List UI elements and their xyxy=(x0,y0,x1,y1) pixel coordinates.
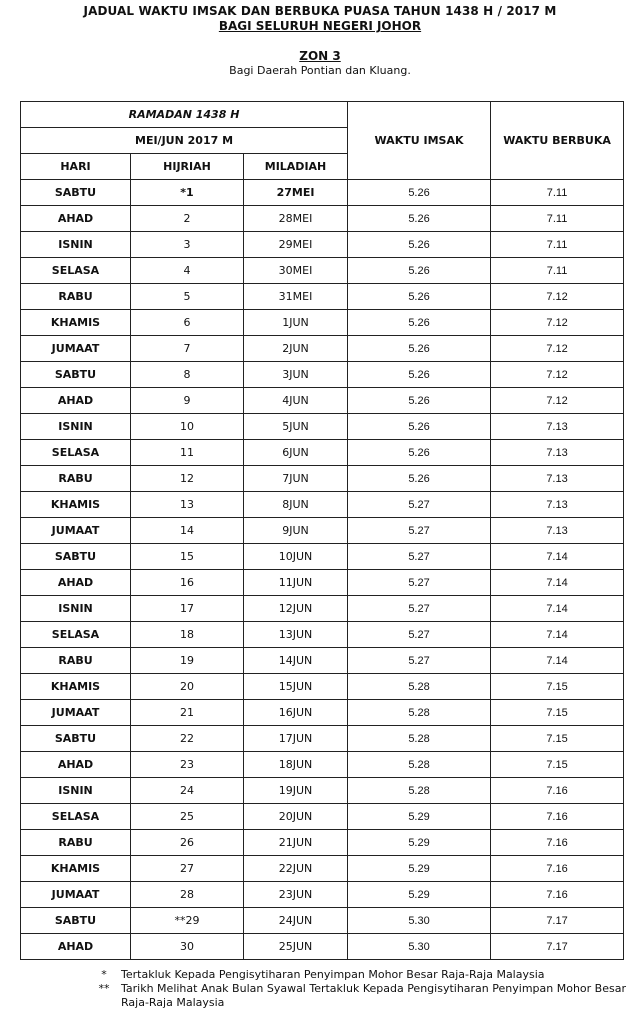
miladiah-cell: 1JUN xyxy=(244,310,348,336)
imsak-cell: 5.26 xyxy=(348,232,491,258)
day-cell: JUMAAT xyxy=(21,700,131,726)
table-row xyxy=(21,726,624,752)
hijriah-cell: 27 xyxy=(131,856,244,882)
hijriah-cell: 19 xyxy=(131,648,244,674)
berbuka-cell: 7.12 xyxy=(491,388,624,414)
table-row xyxy=(21,388,624,414)
table-row xyxy=(21,752,624,778)
miladiah-cell: 21JUN xyxy=(244,830,348,856)
berbuka-cell: 7.13 xyxy=(491,440,624,466)
berbuka-cell: 7.14 xyxy=(491,596,624,622)
table-row xyxy=(21,778,624,804)
hijriah-cell: 24 xyxy=(131,778,244,804)
day-cell: AHAD xyxy=(21,934,131,960)
table-row xyxy=(21,414,624,440)
imsak-cell: 5.26 xyxy=(348,336,491,362)
document-subtitle: BAGI SELURUH NEGERI JOHOR xyxy=(218,19,422,33)
miladiah-cell: 29MEI xyxy=(244,232,348,258)
footnotes xyxy=(0,968,640,1010)
imsak-cell: 5.26 xyxy=(348,414,491,440)
hijriah-cell: 22 xyxy=(131,726,244,752)
imsak-cell: 5.30 xyxy=(348,908,491,934)
table-row xyxy=(21,856,624,882)
table-row xyxy=(21,830,624,856)
footnote-1-text: Tertakluk Kepada Pengisytiharan Penyimpan Mohor Besar Raja-Raja Malaysia xyxy=(121,968,545,981)
ramadan-header: RAMADAN 1438 H xyxy=(21,102,348,128)
table-row xyxy=(21,466,624,492)
miladiah-cell: 18JUN xyxy=(244,752,348,778)
hijriah-cell: 8 xyxy=(131,362,244,388)
imsak-cell: 5.26 xyxy=(348,388,491,414)
hijriah-cell: *1 xyxy=(131,180,244,206)
table-row xyxy=(21,934,624,960)
berbuka-cell: 7.14 xyxy=(491,570,624,596)
hijriah-cell: 7 xyxy=(131,336,244,362)
miladiah-cell: 6JUN xyxy=(244,440,348,466)
month-header: MEI/JUN 2017 M xyxy=(21,128,348,154)
miladiah-cell: 8JUN xyxy=(244,492,348,518)
imsak-cell: 5.26 xyxy=(348,362,491,388)
imsak-cell: 5.28 xyxy=(348,674,491,700)
hijriah-cell: 5 xyxy=(131,284,244,310)
berbuka-cell: 7.11 xyxy=(491,180,624,206)
day-cell: KHAMIS xyxy=(21,492,131,518)
berbuka-cell: 7.15 xyxy=(491,752,624,778)
berbuka-cell: 7.14 xyxy=(491,622,624,648)
table-row xyxy=(21,648,624,674)
hijriah-cell: 9 xyxy=(131,388,244,414)
imsak-cell: 5.26 xyxy=(348,466,491,492)
table-row xyxy=(21,518,624,544)
hijriah-cell: 30 xyxy=(131,934,244,960)
day-cell: ISNIN xyxy=(21,232,131,258)
day-cell: KHAMIS xyxy=(21,310,131,336)
day-cell: AHAD xyxy=(21,752,131,778)
table-row xyxy=(21,674,624,700)
imsak-cell: 5.28 xyxy=(348,726,491,752)
miladiah-cell: 12JUN xyxy=(244,596,348,622)
miladiah-cell: 27MEI xyxy=(244,180,348,206)
berbuka-cell: 7.16 xyxy=(491,830,624,856)
day-cell: KHAMIS xyxy=(21,856,131,882)
imsak-cell: 5.27 xyxy=(348,570,491,596)
berbuka-cell: 7.12 xyxy=(491,284,624,310)
berbuka-cell: 7.13 xyxy=(491,466,624,492)
miladiah-cell: 7JUN xyxy=(244,466,348,492)
day-cell: RABU xyxy=(21,648,131,674)
day-cell: SABTU xyxy=(21,544,131,570)
day-cell: SABTU xyxy=(21,180,131,206)
miladiah-cell: 5JUN xyxy=(244,414,348,440)
table-row xyxy=(21,362,624,388)
imsak-cell: 5.27 xyxy=(348,492,491,518)
day-cell: RABU xyxy=(21,830,131,856)
hijriah-cell: 26 xyxy=(131,830,244,856)
day-cell: RABU xyxy=(21,466,131,492)
table-row xyxy=(21,596,624,622)
miladiah-cell: 10JUN xyxy=(244,544,348,570)
day-cell: SELASA xyxy=(21,258,131,284)
day-cell: KHAMIS xyxy=(21,674,131,700)
miladiah-cell: 25JUN xyxy=(244,934,348,960)
hijriah-cell: 20 xyxy=(131,674,244,700)
document-title: JADUAL WAKTU IMSAK DAN BERBUKA PUASA TAHUN 1438 H / 2017 M xyxy=(83,4,557,18)
imsak-cell: 5.29 xyxy=(348,830,491,856)
imsak-cell: 5.29 xyxy=(348,856,491,882)
district-label: Bagi Daerah Pontian dan Kluang. xyxy=(229,64,411,77)
table-row xyxy=(21,544,624,570)
day-cell: RABU xyxy=(21,284,131,310)
imsak-cell: 5.29 xyxy=(348,882,491,908)
miladiah-cell: 16JUN xyxy=(244,700,348,726)
imsak-cell: 5.26 xyxy=(348,310,491,336)
miladiah-cell: 9JUN xyxy=(244,518,348,544)
miladiah-cell: 14JUN xyxy=(244,648,348,674)
schedule-table xyxy=(20,101,624,960)
miladiah-cell: 30MEI xyxy=(244,258,348,284)
hijriah-cell: 6 xyxy=(131,310,244,336)
berbuka-cell: 7.12 xyxy=(491,362,624,388)
hijriah-cell: 18 xyxy=(131,622,244,648)
imsak-cell: 5.30 xyxy=(348,934,491,960)
berbuka-cell: 7.13 xyxy=(491,518,624,544)
miladiah-cell: 19JUN xyxy=(244,778,348,804)
imsak-cell: 5.26 xyxy=(348,258,491,284)
berbuka-cell: 7.15 xyxy=(491,700,624,726)
day-cell: JUMAAT xyxy=(21,518,131,544)
imsak-cell: 5.28 xyxy=(348,752,491,778)
footnote-2-text-cont: Raja-Raja Malaysia xyxy=(121,996,225,1009)
hijriah-cell: 10 xyxy=(131,414,244,440)
imsak-cell: 5.27 xyxy=(348,622,491,648)
table-row xyxy=(21,908,624,934)
hijriah-cell: 11 xyxy=(131,440,244,466)
imsak-cell: 5.29 xyxy=(348,804,491,830)
table-row xyxy=(21,206,624,232)
imsak-cell: 5.26 xyxy=(348,206,491,232)
miladiah-cell: 17JUN xyxy=(244,726,348,752)
imsak-cell: 5.26 xyxy=(348,284,491,310)
day-cell: ISNIN xyxy=(21,778,131,804)
hijriah-cell: 3 xyxy=(131,232,244,258)
table-row xyxy=(21,336,624,362)
table-row xyxy=(21,882,624,908)
miladiah-cell: 4JUN xyxy=(244,388,348,414)
imsak-cell: 5.27 xyxy=(348,544,491,570)
footnote-2-mark: ** xyxy=(98,982,110,995)
table-row xyxy=(21,284,624,310)
berbuka-cell: 7.12 xyxy=(491,336,624,362)
berbuka-cell: 7.17 xyxy=(491,934,624,960)
imsak-cell: 5.28 xyxy=(348,700,491,726)
miladiah-cell: 3JUN xyxy=(244,362,348,388)
berbuka-cell: 7.13 xyxy=(491,414,624,440)
berbuka-cell: 7.13 xyxy=(491,492,624,518)
zone-label: ZON 3 xyxy=(299,49,341,63)
day-cell: SELASA xyxy=(21,622,131,648)
footnote-1-mark: * xyxy=(101,968,107,981)
imsak-header: WAKTU IMSAK xyxy=(348,102,491,180)
hijriah-cell: 25 xyxy=(131,804,244,830)
day-cell: SABTU xyxy=(21,726,131,752)
berbuka-cell: 7.17 xyxy=(491,908,624,934)
miladiah-cell: 31MEI xyxy=(244,284,348,310)
berbuka-cell: 7.11 xyxy=(491,232,624,258)
hijriah-cell: 14 xyxy=(131,518,244,544)
hijriah-cell: 28 xyxy=(131,882,244,908)
miladiah-header: MILADIAH xyxy=(244,154,348,180)
table-row xyxy=(21,804,624,830)
hijriah-cell: 13 xyxy=(131,492,244,518)
footnote-2-text: Tarikh Melihat Anak Bulan Syawal Tertakluk Kepada Pengisytiharan Penyimpan Mohor Besar xyxy=(121,982,626,995)
berbuka-cell: 7.11 xyxy=(491,258,624,284)
berbuka-cell: 7.14 xyxy=(491,544,624,570)
berbuka-cell: 7.14 xyxy=(491,648,624,674)
hari-header: HARI xyxy=(21,154,131,180)
miladiah-cell: 2JUN xyxy=(244,336,348,362)
miladiah-cell: 23JUN xyxy=(244,882,348,908)
berbuka-header: WAKTU BERBUKA xyxy=(491,102,624,180)
hijriah-header: HIJRIAH xyxy=(131,154,244,180)
day-cell: SABTU xyxy=(21,362,131,388)
day-cell: SELASA xyxy=(21,440,131,466)
berbuka-cell: 7.11 xyxy=(491,206,624,232)
berbuka-cell: 7.16 xyxy=(491,882,624,908)
imsak-cell: 5.26 xyxy=(348,440,491,466)
miladiah-cell: 22JUN xyxy=(244,856,348,882)
berbuka-cell: 7.16 xyxy=(491,804,624,830)
table-row xyxy=(21,570,624,596)
table-row xyxy=(21,622,624,648)
day-cell: ISNIN xyxy=(21,596,131,622)
miladiah-cell: 20JUN xyxy=(244,804,348,830)
miladiah-cell: 15JUN xyxy=(244,674,348,700)
hijriah-cell: 21 xyxy=(131,700,244,726)
table-row xyxy=(21,232,624,258)
hijriah-cell: 12 xyxy=(131,466,244,492)
day-cell: JUMAAT xyxy=(21,336,131,362)
day-cell: ISNIN xyxy=(21,414,131,440)
miladiah-cell: 28MEI xyxy=(244,206,348,232)
day-cell: JUMAAT xyxy=(21,882,131,908)
imsak-cell: 5.27 xyxy=(348,596,491,622)
hijriah-cell: 17 xyxy=(131,596,244,622)
hijriah-cell: 23 xyxy=(131,752,244,778)
imsak-cell: 5.28 xyxy=(348,778,491,804)
berbuka-cell: 7.12 xyxy=(491,310,624,336)
imsak-cell: 5.27 xyxy=(348,648,491,674)
berbuka-cell: 7.16 xyxy=(491,778,624,804)
table-row xyxy=(21,700,624,726)
day-cell: SABTU xyxy=(21,908,131,934)
day-cell: AHAD xyxy=(21,388,131,414)
table-row xyxy=(21,492,624,518)
berbuka-cell: 7.15 xyxy=(491,726,624,752)
berbuka-cell: 7.16 xyxy=(491,856,624,882)
hijriah-cell: 15 xyxy=(131,544,244,570)
miladiah-cell: 24JUN xyxy=(244,908,348,934)
footnote-1 xyxy=(0,968,640,982)
miladiah-cell: 11JUN xyxy=(244,570,348,596)
table-row xyxy=(21,258,624,284)
table-row xyxy=(21,180,624,206)
imsak-cell: 5.27 xyxy=(348,518,491,544)
day-cell: AHAD xyxy=(21,570,131,596)
day-cell: AHAD xyxy=(21,206,131,232)
berbuka-cell: 7.15 xyxy=(491,674,624,700)
footnote-2-continued xyxy=(0,996,640,1010)
day-cell: SELASA xyxy=(21,804,131,830)
hijriah-cell: 2 xyxy=(131,206,244,232)
footnote-2 xyxy=(0,982,640,996)
imsak-cell: 5.26 xyxy=(348,180,491,206)
table-row xyxy=(21,310,624,336)
hijriah-cell: **29 xyxy=(131,908,244,934)
hijriah-cell: 16 xyxy=(131,570,244,596)
miladiah-cell: 13JUN xyxy=(244,622,348,648)
hijriah-cell: 4 xyxy=(131,258,244,284)
table-row xyxy=(21,440,624,466)
